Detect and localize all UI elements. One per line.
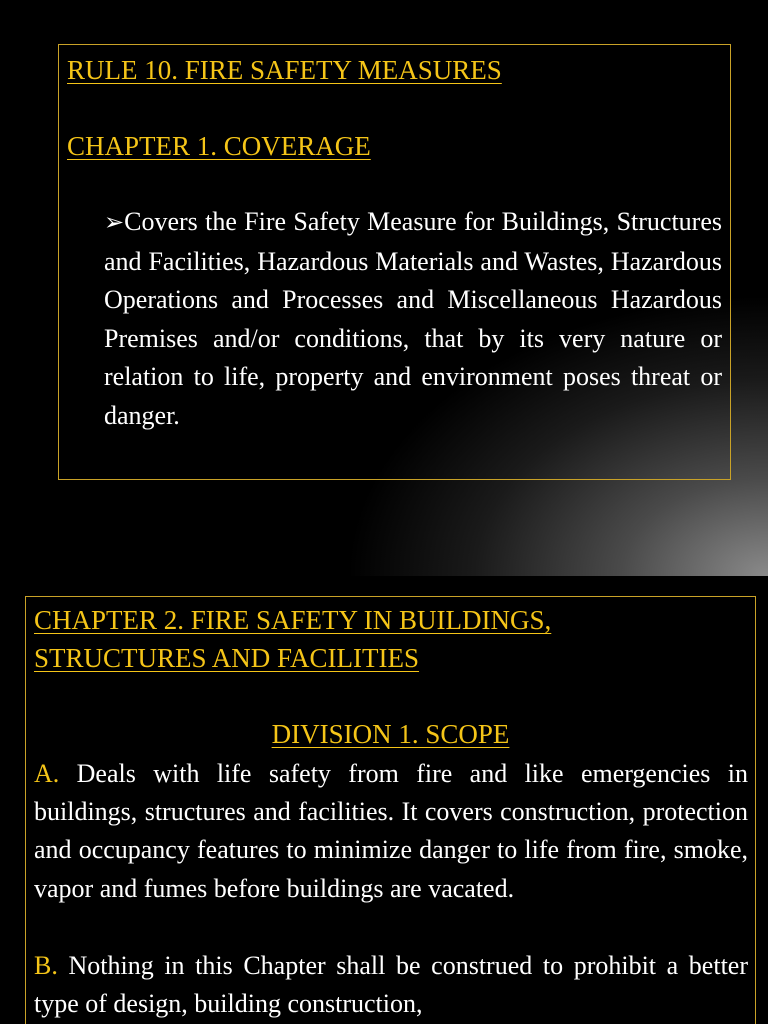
slide-chapter-2 [0,576,768,1024]
chapter-2-heading [34,601,749,677]
content-box [58,44,731,480]
chapter-1-heading: CHAPTER 1. COVERAGE [67,131,371,161]
arrow-bullet-icon: ➢ [104,210,125,236]
coverage-text: Covers the Fire Safety Measure for Buildings, Structures and Facilities, Hazardous Materials and Wastes, Hazardous Operations and Processes and Miscellaneous Hazardous Premises and/or conditions, that by its very nature or relation to life, property and environment poses threat or danger. [104,207,722,430]
content-box [25,596,756,1024]
item-b-marker: B. [34,951,58,980]
item-b-text: Nothing in this Chapter shall be construed to prohibit a better type of design, building construction, [34,951,748,1019]
scope-item-a [34,755,748,908]
chapter-2-heading-line-1: CHAPTER 2. FIRE SAFETY IN BUILDINGS, [34,605,552,635]
rule-heading: RULE 10. FIRE SAFETY MEASURES [67,55,502,85]
item-a-text: Deals with life safety from fire and like emergencies in buildings, structures and facilities. It covers construction, protection and occupancy features to minimize danger to life from fire, smoke, vapor and fumes before buildings are vacated. [34,759,748,903]
item-a-marker: A. [34,759,60,788]
scope-item-b [34,947,748,1023]
division-1-heading: DIVISION 1. SCOPE [271,719,510,749]
coverage-paragraph [104,203,722,435]
chapter-2-heading-line-2: STRUCTURES AND FACILITIES [34,643,420,673]
